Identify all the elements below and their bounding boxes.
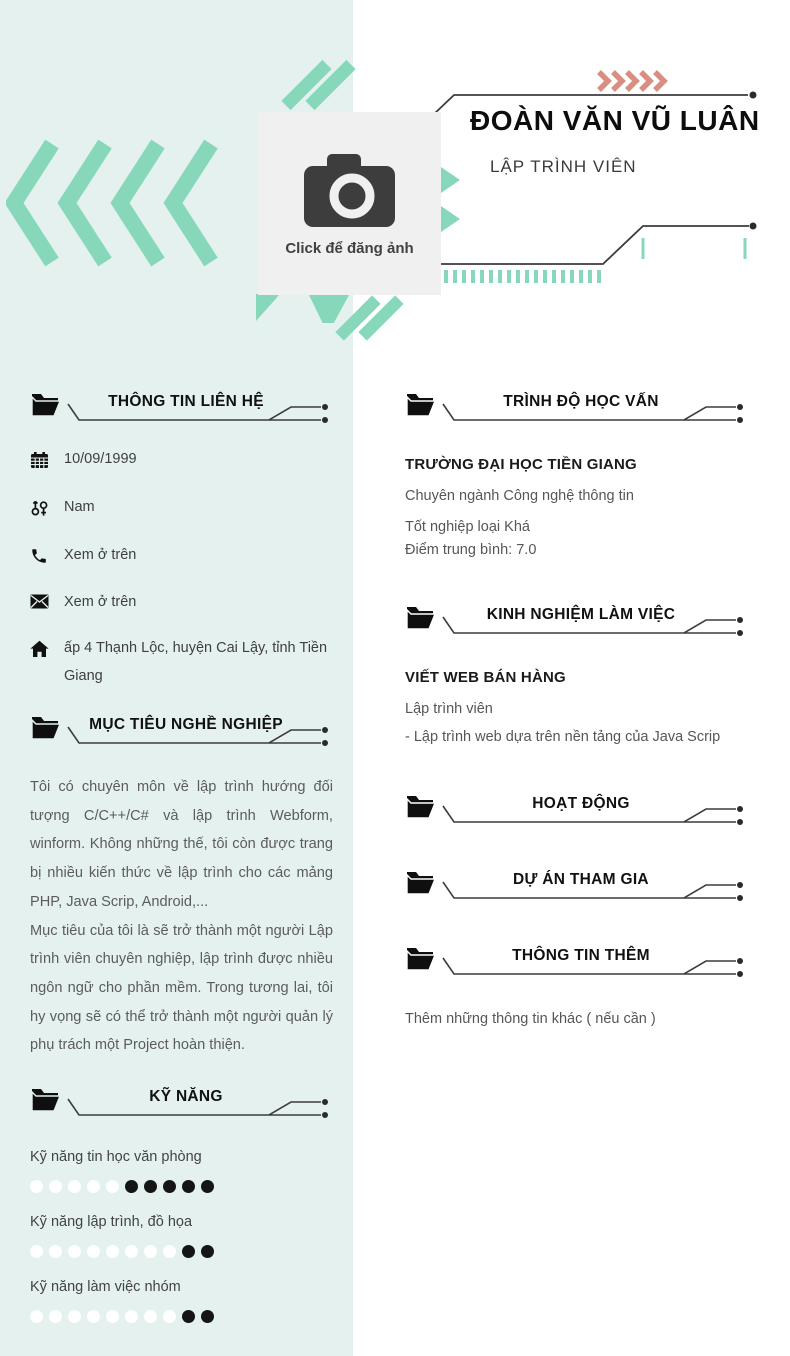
section-header-experience xyxy=(405,603,755,643)
skill-rating xyxy=(30,1310,333,1323)
section-header-contact xyxy=(30,390,333,430)
experience-role: Lập trình viên xyxy=(405,701,493,717)
contact-row-address xyxy=(30,639,333,690)
skill-dot xyxy=(125,1245,138,1258)
skill-label: Kỹ năng làm việc nhóm xyxy=(30,1279,181,1296)
skill-dot xyxy=(163,1310,176,1323)
header-line-decoration xyxy=(438,216,760,266)
section-line-decoration xyxy=(64,725,332,751)
pink-chevrons-decoration xyxy=(597,70,677,92)
contact-row-birthday xyxy=(30,450,333,475)
contact-value: Nam xyxy=(64,499,95,515)
folder-icon xyxy=(30,1087,60,1113)
section-header-projects xyxy=(405,868,755,908)
email-icon xyxy=(30,593,49,616)
skill-dot xyxy=(163,1180,176,1193)
section-title: KINH NGHIỆM LÀM VIỆC xyxy=(486,606,676,623)
section-title: KỸ NĂNG xyxy=(149,1088,223,1106)
contact-row-gender xyxy=(30,498,333,523)
left-column xyxy=(30,390,333,1323)
section-line-decoration xyxy=(439,880,747,906)
skill-dot xyxy=(201,1180,214,1193)
section-line-decoration xyxy=(439,615,747,641)
skill-label: Kỹ năng tin học văn phòng xyxy=(30,1149,202,1166)
contact-row-phone xyxy=(30,546,333,570)
section-line-decoration xyxy=(64,1097,332,1123)
skill-dot xyxy=(201,1245,214,1258)
photo-upload-label: Click để đăng ảnh xyxy=(285,240,414,257)
objective-paragraph: Tôi có chuyên môn về lập trình hướng đối tượng C/C++/C# và lập trình Webform, winform. Không những thế, tôi còn được trang bị nhiều kiến thức về lập trình cho các mảng PHP, Java Scrip, Android,... xyxy=(30,779,333,910)
section-header-education xyxy=(405,390,755,430)
contact-value: Xem ở trên xyxy=(64,547,137,563)
section-header-skills xyxy=(30,1085,333,1125)
folder-icon xyxy=(30,715,60,741)
skill-dot xyxy=(125,1310,138,1323)
section-header-activities xyxy=(405,792,755,832)
skill-dot xyxy=(163,1245,176,1258)
skill-dot xyxy=(49,1245,62,1258)
section-title: THÔNG TIN THÊM xyxy=(512,947,650,964)
education-school: TRƯỜNG ĐẠI HỌC TIỀN GIANG xyxy=(405,456,637,473)
skill-dot xyxy=(87,1310,100,1323)
folder-icon xyxy=(405,946,435,972)
skill-dot xyxy=(68,1180,81,1193)
skill-dot xyxy=(49,1180,62,1193)
home-icon xyxy=(30,639,49,690)
skill-dot xyxy=(87,1245,100,1258)
skill-dot xyxy=(68,1245,81,1258)
experience-description: - Lập trình web dựa trên nền tảng của Java Scrip xyxy=(405,729,721,745)
section-title: MỤC TIÊU NGHỀ NGHIỆP xyxy=(89,716,283,733)
right-column xyxy=(405,390,755,1027)
education-grade: Tốt nghiệp loại Khá xyxy=(405,519,530,535)
phone-icon xyxy=(30,546,49,570)
folder-icon xyxy=(30,392,60,418)
skill-dot xyxy=(182,1245,195,1258)
section-title: DỰ ÁN THAM GIA xyxy=(513,871,649,888)
skill-dot xyxy=(182,1180,195,1193)
contact-value: 10/09/1999 xyxy=(64,451,137,467)
skill-dot xyxy=(30,1310,43,1323)
education-gpa: Điểm trung bình: 7.0 xyxy=(405,542,537,558)
skill-dot xyxy=(106,1245,119,1258)
camera-icon xyxy=(302,150,397,230)
skill-dot xyxy=(144,1310,157,1323)
skill-dot xyxy=(201,1310,214,1323)
skills-list xyxy=(30,1149,333,1323)
folder-icon xyxy=(405,392,435,418)
chevrons-left-decoration xyxy=(6,138,256,268)
contact-value: Xem ở trên xyxy=(64,594,137,610)
section-title: TRÌNH ĐỘ HỌC VẤN xyxy=(503,393,659,410)
section-header-additional xyxy=(405,944,755,984)
section-line-decoration xyxy=(439,804,747,830)
section-line-decoration xyxy=(439,956,747,982)
skill-dot xyxy=(106,1310,119,1323)
skill-label: Kỹ năng lập trình, đồ họa xyxy=(30,1214,193,1231)
skill-rating xyxy=(30,1180,333,1193)
skill-dot xyxy=(182,1310,195,1323)
education-major: Chuyên ngành Công nghệ thông tin xyxy=(405,488,634,504)
skill-dot xyxy=(30,1245,43,1258)
skill-dot xyxy=(144,1245,157,1258)
section-title: HOẠT ĐỘNG xyxy=(532,795,630,812)
objective-paragraph: Mục tiêu của tôi là sẽ trở thành một người Lập trình viên chuyên nghiệp, lập trình được nhiều ngôn ngữ cho phần mềm. Trong tương lai, tôi hy vọng sẽ có thể trở thành một người quản lý phụ trách một Project hoàn thiện. xyxy=(30,922,333,1054)
gender-icon xyxy=(30,498,49,523)
objective-text xyxy=(30,773,333,1060)
folder-icon xyxy=(405,605,435,631)
contact-value: ấp 4 Thạnh Lộc, huyện Cai Lậy, tỉnh Tiền Giang xyxy=(64,640,328,684)
folder-icon xyxy=(405,870,435,896)
additional-note: Thêm những thông tin khác ( nếu cần ) xyxy=(405,1011,656,1027)
triangle-decoration xyxy=(441,167,460,193)
skill-dot xyxy=(30,1180,43,1193)
experience-company: VIẾT WEB BÁN HÀNG xyxy=(405,669,566,686)
section-line-decoration xyxy=(439,402,747,428)
calendar-icon xyxy=(30,450,49,475)
skill-dot xyxy=(87,1180,100,1193)
folder-icon xyxy=(405,794,435,820)
dash-row-decoration xyxy=(444,270,601,283)
section-header-objective xyxy=(30,713,333,753)
section-title: THÔNG TIN LIÊN HỆ xyxy=(108,393,264,410)
skill-dot xyxy=(125,1180,138,1193)
skill-dot xyxy=(68,1310,81,1323)
skill-dot xyxy=(106,1180,119,1193)
candidate-job-title: LẬP TRÌNH VIÊN xyxy=(490,157,637,176)
contact-row-email xyxy=(30,593,333,616)
contact-list xyxy=(30,450,333,690)
candidate-name: ĐOÀN VĂN VŨ LUÂN xyxy=(470,105,760,136)
skill-rating xyxy=(30,1245,333,1258)
skill-dot xyxy=(49,1310,62,1323)
skill-dot xyxy=(144,1180,157,1193)
section-line-decoration xyxy=(64,402,332,428)
photo-upload-placeholder[interactable] xyxy=(258,112,441,295)
